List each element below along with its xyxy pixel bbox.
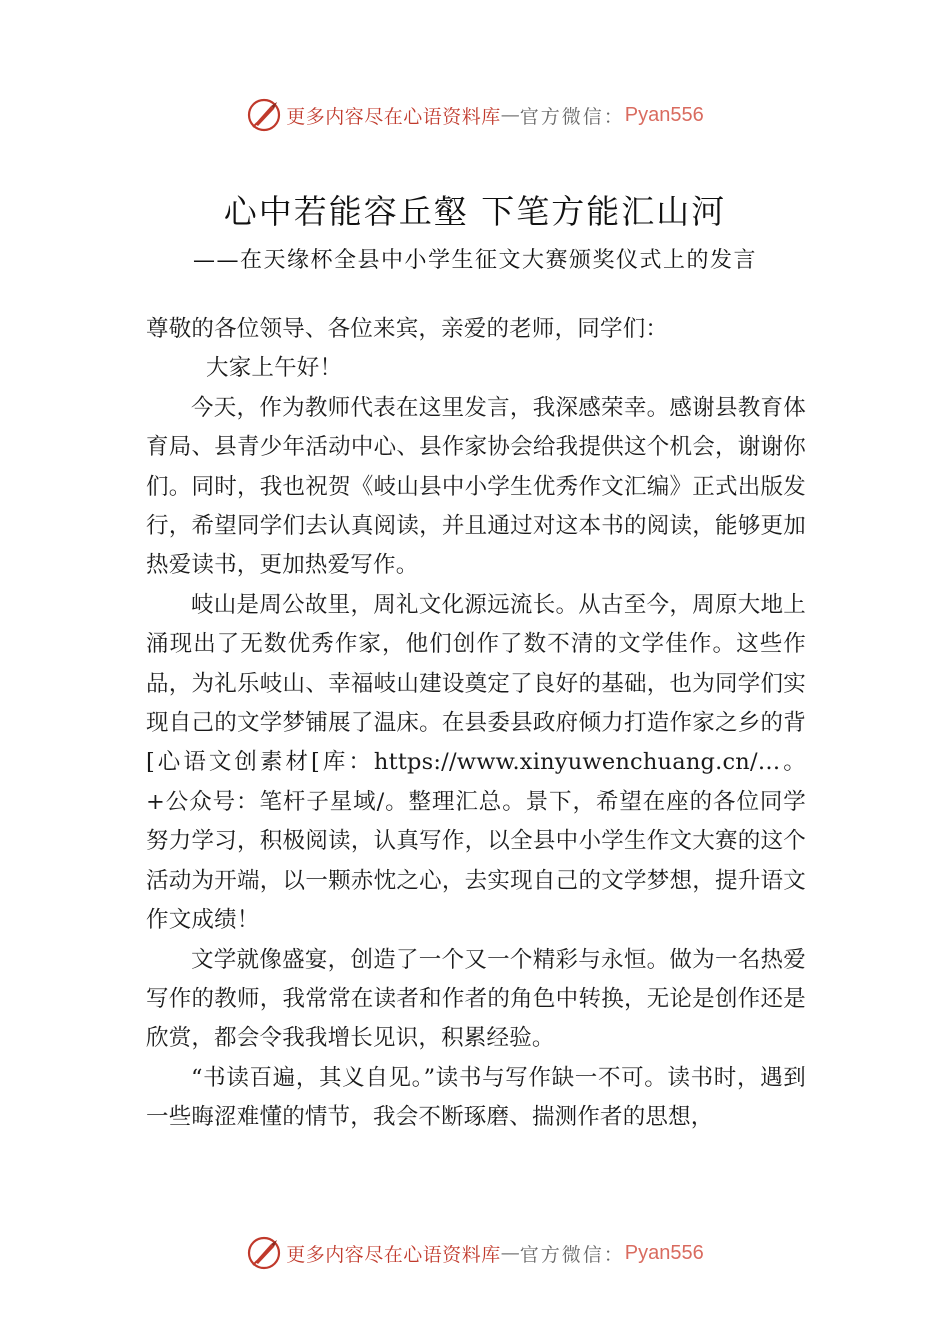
document-body bbox=[146, 310, 806, 1138]
paragraph: 今天，作为教师代表在这里发言，我深感荣幸。感谢县教育体育局、县青少年活动中心、县作家协会给我提供这个机会，谢谢你们。同时，我也祝贺《岐山县中小学生优秀作文汇编》正式出版发行，希望同学们去认真阅读，并且通过对这本书的阅读，能够更加热爱读书，更加热爱写作。 bbox=[146, 394, 806, 579]
banner-wechat-id: Pyan556 bbox=[624, 103, 704, 126]
footer-banner bbox=[0, 1231, 950, 1275]
paragraph: 文学就像盛宴，创造了一个又一个精彩与永恒。做为一名热爱写作的教师，我常常在读者和作者的角色中转换，无论是创作还是欣赏，都会令我我增长见识，积累经验。 bbox=[146, 946, 806, 1052]
banner-dash: — bbox=[500, 104, 520, 126]
greeting: 大家上午好！ bbox=[206, 355, 343, 382]
paragraph: 岐山是周公故里，周礼文化源远流长。从古至今，周原大地上涌现出了无数优秀作家，他们创作了数不清的文学佳作。这些作品，为礼乐岐山、幸福岐山建设奠定了良好的基础，也为同学们实现自己的文学梦铺展了温床。在县委县政府倾力打造作家之乡的背[心语文创素材[库：https://www.xinyuwenchuang.cn/…。+公众号：笔杆子星域/。整理汇总。景下，希望在座的各位同学努力学习，积极阅读，认真写作，以全县中小学生作文大赛的这个活动为开端，以一颗赤忱之心，去实现自己的文学梦想，提升语文作文成绩！ bbox=[146, 591, 806, 934]
banner-wechat-label: 官方微信： bbox=[519, 105, 625, 128]
banner-text: 更多内容尽在心语资料库 bbox=[286, 1243, 501, 1266]
banner-wechat-label: 官方微信： bbox=[519, 1243, 625, 1266]
paragraph: “书读百遍，其义自见。”读书与写作缺一不可。读书时，遇到一些晦涩难懂的情节，我会不断琢磨、揣测作者的思想， bbox=[146, 1064, 806, 1131]
banner-wechat-id: Pyan556 bbox=[624, 1241, 704, 1264]
salutation: 尊敬的各位领导、各位来宾，亲爱的老师，同学们： bbox=[146, 316, 669, 342]
banner-dash: — bbox=[500, 1242, 520, 1264]
header-banner bbox=[0, 93, 950, 137]
quill-pen-logo-icon bbox=[246, 97, 282, 133]
document-subtitle: ——在天缘杯全县中小学生征文大赛颁奖仪式上的发言 bbox=[192, 248, 757, 273]
document-title: 心中若能容丘壑 下笔方能汇山河 bbox=[223, 192, 727, 231]
quill-pen-logo-icon bbox=[246, 1235, 282, 1271]
banner-text: 更多内容尽在心语资料库 bbox=[286, 105, 501, 128]
